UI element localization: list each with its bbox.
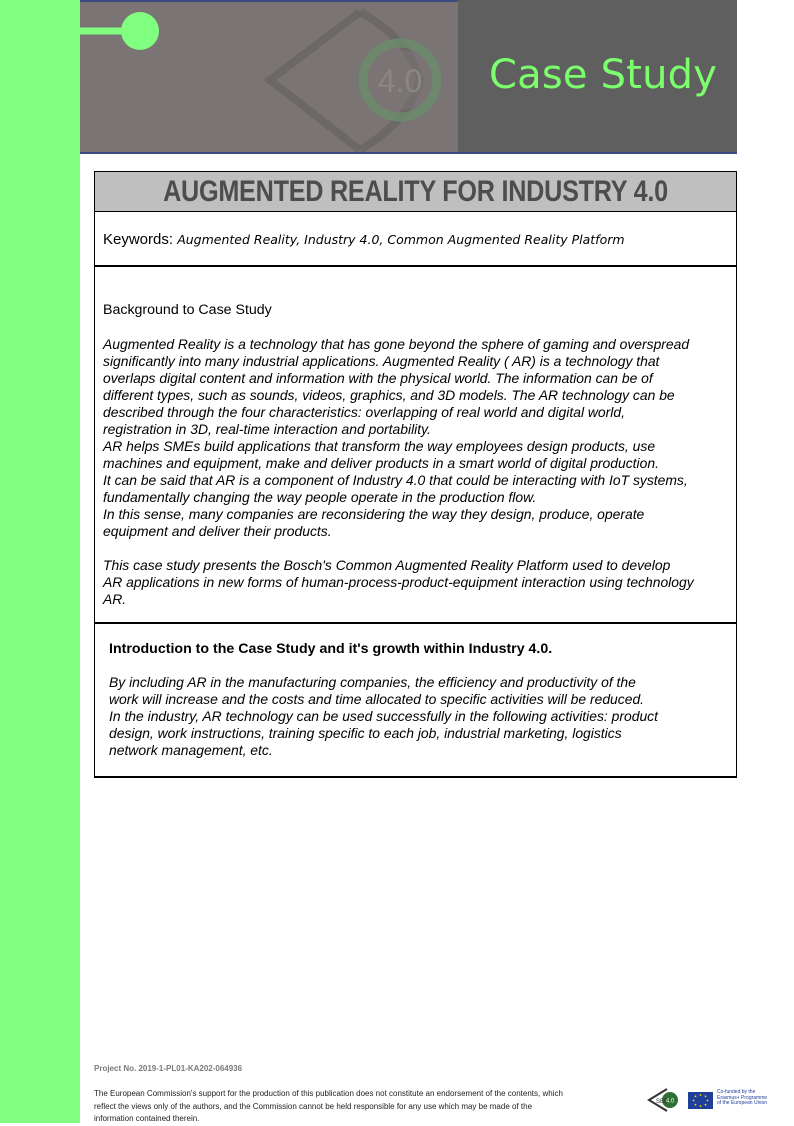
logo-4-0-text: 4.0 bbox=[377, 63, 423, 99]
banner-divider bbox=[80, 152, 737, 154]
eu-disclaimer: The European Commission's support for the production of this publication does not constitute an endorsement of the contents, which reflect the views only of the authors, and the Commission cannot be held responsible for any use which may be made of the information contained therein. bbox=[94, 1089, 563, 1123]
eu-cofunded-text: Co-funded by the Erasmus+ Programme of the European Union bbox=[717, 1089, 768, 1106]
introduction-section bbox=[94, 622, 737, 778]
page-title: Case Study bbox=[489, 52, 718, 98]
document-title-box bbox=[94, 171, 737, 211]
side-accent-bar bbox=[0, 0, 80, 1123]
green-dot-icon bbox=[121, 12, 159, 50]
keywords-line bbox=[103, 231, 625, 248]
see-logo-badge: 4.0 bbox=[665, 1098, 675, 1105]
header-banner bbox=[80, 0, 737, 154]
keywords-values: Augmented Reality, Industry 4.0, Common Augmented Reality Platform bbox=[177, 232, 625, 247]
eu-flag-icon bbox=[688, 1092, 713, 1109]
background-heading: Background to Case Study bbox=[103, 302, 272, 318]
background-paragraph-2: This case study presents the Bosch's Common Augmented Reality Platform used to develop AR applications in new forms of human-process-product-equipment interaction using technology AR. bbox=[103, 557, 694, 607]
introduction-heading: Introduction to the Case Study and it's growth within Industry 4.0. bbox=[109, 641, 553, 657]
project-number: Project No. 2019-1-PL01-KA202-064936 bbox=[94, 1064, 243, 1073]
see-logo-text: SEE bbox=[656, 1099, 669, 1105]
background-paragraph-1: Augmented Reality is a technology that has gone beyond the sphere of gaming and overspread significantly into many industrial applications. Augmented Reality ( AR) is a technology that overlaps digital content and information with the physical world. The information can be of different types, such as sounds, videos, graphics, and 3D models. The AR technology can be described through the four characteristics: overlapping of real world and digital world, registration in 3D, real-time interaction and portability. AR helps SMEs build applications that transform the way employees design products, use machines and equipment, make and deliver products in a smart world of digital production. It can be said that AR is a component of Industry 4.0 that could be interacting with IoT systems, fundamentally changing the way people operate in the production flow. In this sense, many companies are reconsidering the way they design, produce, operate equipment and deliver their products. bbox=[103, 336, 690, 539]
background-section bbox=[94, 265, 737, 624]
introduction-paragraph: By including AR in the manufacturing companies, the efficiency and productivity of the work will increase and the costs and time allocated to specific activities will be reduced. In the industry, AR technology can be used successfully in the following activities: product design, work instructions, training specific to each job, industrial marketing, logistics network management, etc. bbox=[109, 674, 658, 758]
document-title: AUGMENTED REALITY FOR INDUSTRY 4.0 bbox=[163, 175, 668, 208]
keywords-label: Keywords: bbox=[103, 231, 174, 248]
see-logo bbox=[645, 1087, 681, 1113]
keywords-box bbox=[94, 211, 737, 266]
